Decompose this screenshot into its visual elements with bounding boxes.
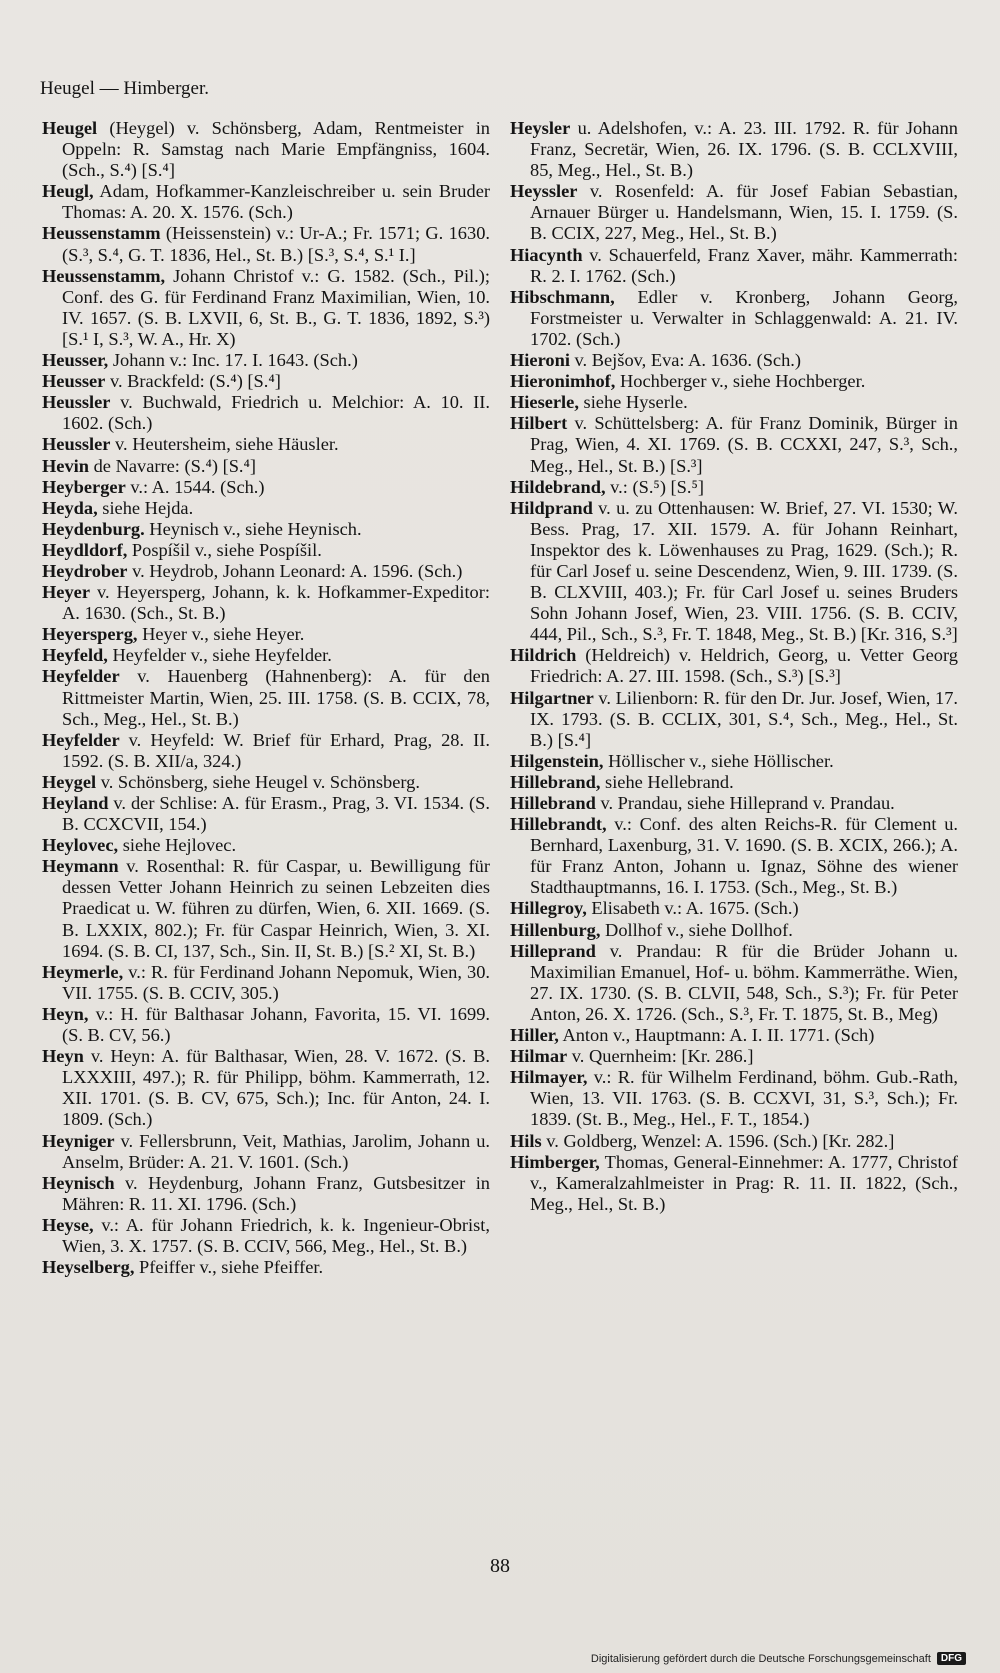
- index-entry: [42, 223, 490, 265]
- entry-text: v. Lilienborn: R. für den Dr. Jur. Josef, Wien, 17. IX. 1793. (S. B. CCLIX, 301, S.⁴, Sch., Meg., Hel., St. B.) [S.⁴]: [530, 687, 958, 750]
- index-entry: [510, 793, 958, 814]
- entry-headword: Heylovec,: [42, 835, 119, 856]
- entry-headword: Heymerle,: [42, 961, 124, 982]
- entry-headword: Heugl,: [42, 181, 94, 202]
- entry-headword: Heynisch: [42, 1172, 115, 1193]
- entry-headword: Hilgenstein,: [510, 750, 604, 771]
- index-entry: [42, 856, 490, 961]
- entry-text: v.: R. für Wilhelm Ferdinand, böhm. Gub.-Rath, Wien, 13. VII. 1763. (S. B. CCXVI, 31, S.³, Sch.); Fr. 1839. (St. B., Meg., Hel., F. T., 1854.): [530, 1067, 958, 1130]
- entry-text: v. Buchwald, Friedrich u. Melchior: A. 10. II. 1602. (Sch.): [62, 392, 490, 434]
- index-entry: [42, 1215, 490, 1257]
- entry-headword: Heydenburg.: [42, 518, 145, 539]
- index-entry: [510, 350, 958, 371]
- index-entry: [42, 730, 490, 772]
- entry-text: Höllischer v., siehe Höllischer.: [603, 750, 834, 771]
- entry-headword: Hiacynth: [510, 244, 583, 265]
- entry-text: v. Brackfeld: (S.⁴) [S.⁴]: [105, 371, 281, 392]
- index-entry: [510, 245, 958, 287]
- entry-text: v.: A. 1544. (Sch.): [125, 476, 265, 497]
- entry-text: v.: R. für Ferdinand Johann Nepomuk, Wien, 30. VII. 1755. (S. B. CCIV, 305.): [62, 961, 490, 1003]
- entry-text: siehe Hejda.: [97, 497, 194, 518]
- entry-text: v. Schauerfeld, Franz Xaver, mähr. Kammerrath: R. 2. I. 1762. (Sch.): [530, 244, 958, 286]
- index-entry: [42, 835, 490, 856]
- index-entry: [42, 962, 490, 1004]
- index-entry: [42, 350, 490, 371]
- index-entry: [42, 561, 490, 582]
- entry-text: (Heissenstein) v.: Ur-A.; Fr. 1571; G. 1630. (S.³, S.⁴, G. T. 1836, Hel., St. B.) [S.³, S.⁴, S.¹ I.]: [62, 223, 490, 265]
- entry-text: v. Bejšov, Eva: A. 1636. (Sch.): [569, 350, 802, 371]
- entry-text: Adam, Hofkammer-Kanzleischreiber u. sein Bruder Thomas: A. 20. X. 1576. (Sch.): [62, 181, 490, 223]
- entry-text: v. Hauenberg (Hahnenberg): A. für den Rittmeister Martin, Wien, 25. III. 1758. (S. B. CCIX, 78, Sch., Meg., Hel., St. B.): [62, 666, 490, 729]
- index-entry: [510, 1152, 958, 1215]
- entry-text: Johann v.: Inc. 17. I. 1643. (Sch.): [108, 350, 358, 371]
- entry-text: Heyfelder v., siehe Heyfelder.: [107, 645, 332, 666]
- entry-headword: Hieronimhof,: [510, 371, 616, 392]
- index-entry: [510, 413, 958, 476]
- entry-text: Thomas, General-Einnehmer: A. 1777, Christof v., Kameralzahlmeister in Prag: R. 11. II. 1822, (Sch., Meg., Hel., St. B.): [530, 1151, 958, 1214]
- entry-headword: Hillebrand,: [510, 771, 601, 792]
- index-entry: [510, 920, 958, 941]
- index-entry: [510, 898, 958, 919]
- entry-text: u. Adelshofen, v.: A. 23. III. 1792. R. für Johann Franz, Secretär, Wien, 26. IX. 1796. (S. B. CCLXVIII, 85, Meg., Hel., St. B.): [530, 118, 958, 181]
- entry-text: v. Heydrob, Johann Leonard: A. 1596. (Sch.): [127, 560, 463, 581]
- dfg-logo: DFG: [937, 1652, 966, 1665]
- entry-headword: Heussler: [42, 434, 111, 455]
- entry-text: de Navarre: (S.⁴) [S.⁴]: [89, 455, 257, 476]
- right-column: [510, 118, 958, 1215]
- entry-text: v. Schüttelsberg: A. für Franz Dominik, Bürger in Prag, Wien, 4. XI. 1769. (S. B. CCXXI, 247, S.³, Sch., Meg., Hel., St. B.) [S.³]: [530, 413, 958, 476]
- entry-headword: Hieroni: [510, 350, 570, 371]
- index-entry: [510, 371, 958, 392]
- index-entry: [42, 118, 490, 181]
- entry-text: Anton v., Hauptmann: A. I. II. 1771. (Sch): [558, 1025, 875, 1046]
- entry-headword: Heyfelder: [42, 666, 120, 687]
- entry-headword: Heygel: [42, 771, 97, 792]
- index-entry: [42, 519, 490, 540]
- entry-headword: Hieserle,: [510, 392, 579, 413]
- entry-headword: Heyniger: [42, 1130, 115, 1151]
- index-entry: [42, 181, 490, 223]
- entry-headword: Heydldorf,: [42, 539, 128, 560]
- index-entry: [510, 287, 958, 350]
- entry-headword: Hevin: [42, 455, 90, 476]
- index-entry: [42, 645, 490, 666]
- entry-text: Pospíšil v., siehe Pospíšil.: [127, 539, 322, 560]
- entry-headword: Hilleprand: [510, 940, 596, 961]
- entry-text: Johann Christof v.: G. 1582. (Sch., Pil.); Conf. des G. für Ferdinand Franz Maximilian, Wien, 10. IV. 1657. (S. B. LXVII, 6, St. B., G. T. 1836, 1892, S.³) [S.¹ I, S.³, W. A., Hr. X): [62, 265, 490, 349]
- entry-headword: Heussler: [42, 392, 111, 413]
- entry-headword: Hillenburg,: [510, 919, 601, 940]
- index-entry: [42, 582, 490, 624]
- index-entry: [42, 666, 490, 729]
- entry-headword: Hilgartner: [510, 687, 594, 708]
- entry-text: v. Rosenfeld: A. für Josef Fabian Sebastian, Arnauer Bürger u. Handelsmann, Wien, 15. I. 1759. (S. B. CCIX, 227, Meg., Hel., St. B.): [530, 181, 958, 244]
- entry-text: v. Heutersheim, siehe Häusler.: [110, 434, 339, 455]
- entry-headword: Hibschmann,: [510, 286, 615, 307]
- entry-text: Elisabeth v.: A. 1675. (Sch.): [586, 898, 799, 919]
- entry-headword: Heugel: [42, 118, 98, 138]
- index-entry: [42, 456, 490, 477]
- entry-headword: Heydrober: [42, 560, 128, 581]
- left-column: [42, 118, 490, 1278]
- index-entry: [510, 941, 958, 1025]
- entry-text: v. u. zu Ottenhausen: W. Brief, 27. VI. 1530; W. Bess. Prag, 17. XII. 1579. A. für Johann Reinhart, Inspektor des k. Löwenhauses zu Prag, 1629. (Sch.); R. für Carl Josef u. seine Descendenz, Wien, 9. III. 1739. (S. B. CLXVIII, 403.); Fr. für Carl Josef u. seines Bruders Sohn Johann Josef, Wien, 23. VIII. 1756. (S. B. CCIV, 444, Pil., Sch., S.³, Fr. T. 1848, Meg., St. B.) [Kr. 316, S.³]: [530, 497, 958, 645]
- index-entry: [510, 392, 958, 413]
- entry-text: v. Fellersbrunn, Veit, Mathias, Jarolim, Johann u. Anselm, Brüder: A. 21. V. 1601. (Sch.): [62, 1130, 490, 1172]
- entry-headword: Hildprand: [510, 497, 593, 518]
- entry-headword: Hils: [510, 1130, 542, 1151]
- entry-text: Edler v. Kronberg, Johann Georg, Forstmeister u. Verwalter in Schlaggenwald: A. 21. IV. 1702. (Sch.): [530, 286, 958, 349]
- entry-headword: Hillegroy,: [510, 898, 587, 919]
- entry-headword: Heyland: [42, 793, 109, 813]
- entry-headword: Heyfeld,: [42, 645, 108, 666]
- entry-text: v. Prandau, siehe Hilleprand v. Prandau.: [595, 793, 895, 813]
- entry-headword: Heusser,: [42, 350, 109, 371]
- entry-headword: Heussenstamm,: [42, 265, 166, 286]
- entry-headword: Hiller,: [510, 1025, 559, 1046]
- entry-text: v.: A. für Johann Friedrich, k. k. Ingenieur-Obrist, Wien, 3. X. 1757. (S. B. CCIV, 566, Meg., Hel., St. B.): [62, 1214, 490, 1256]
- entry-headword: Heymann: [42, 856, 119, 877]
- index-entry: [42, 793, 490, 835]
- entry-headword: Heyn,: [42, 1003, 89, 1024]
- index-entry: [510, 498, 958, 646]
- index-entry: [42, 392, 490, 434]
- entry-text: siehe Hejlovec.: [118, 835, 237, 856]
- entry-text: v. Goldberg, Wenzel: A. 1596. (Sch.) [Kr. 282.]: [541, 1130, 895, 1151]
- index-entry: [510, 688, 958, 751]
- entry-text: (Heldreich) v. Heldrich, Georg, u. Vetter Georg Friedrich: A. 27. III. 1598. (Sch., S.³) [S.³]: [530, 645, 958, 687]
- entry-text: Heyer v., siehe Heyer.: [137, 624, 305, 645]
- entry-text: v. Rosenthal: R. für Caspar, u. Bewilligung für dessen Vetter Johann Heinrich zu seinen Lebzeiten dies Praedicat u. W. führen zu dürfen, Wien, 6. XII. 1669. (S. B. LXXIX, 802.); Fr. für Caspar Heinrich, Wien, 3. XI. 1694. (S. B. CI, 137, Sch., Sin. II, St. B.) [S.² XI, St. B.): [62, 856, 490, 961]
- index-entry: [510, 1131, 958, 1152]
- index-entry: [510, 1067, 958, 1130]
- entry-text: v. Heydenburg, Johann Franz, Gutsbesitzer in Mähren: R. 11. XI. 1796. (Sch.): [62, 1172, 490, 1214]
- index-entry: [510, 751, 958, 772]
- entry-text: v.: Conf. des alten Reichs-R. für Clement u. Bernhard, Laxenburg, 31. V. 1690. (S. B. XCIX, 266.); A. für Franz Anton, Johann u. Ignaz, Söhne des wiener Stadthauptmanns, 16. I. 1753. (Sch., Meg., St. B.): [530, 814, 958, 898]
- entry-headword: Heyer: [42, 582, 90, 603]
- entry-headword: Hilbert: [510, 413, 568, 434]
- digitization-credit: [591, 1652, 966, 1665]
- entry-headword: Heyselberg,: [42, 1257, 135, 1278]
- index-entry: [510, 477, 958, 498]
- index-entry: [42, 540, 490, 561]
- index-entry: [42, 266, 490, 350]
- entry-headword: Hildebrand,: [510, 476, 606, 497]
- entry-headword: Heyberger: [42, 476, 126, 497]
- index-entry: [42, 624, 490, 645]
- entry-text: v.: H. für Balthasar Johann, Favorita, 15. VI. 1699. (S. B. CV, 56.): [62, 1003, 490, 1046]
- entry-text: Heynisch v., siehe Heynisch.: [144, 518, 362, 539]
- entry-text: v. Prandau: R für die Brüder Johann u. Maximilian Emanuel, Hof- u. böhm. Kammerräthe. Wien, 27. IX. 1730. (S. B. CLVII, 548, Sch., S.³); Fr. für Peter Anton, 26. X. 1726. (Sch., S.³, Fr. T. 1875, St. B., Meg): [530, 940, 958, 1024]
- page-number: 88: [490, 1555, 510, 1577]
- entry-headword: Hillebrandt,: [510, 814, 607, 835]
- entry-text: Pfeiffer v., siehe Pfeiffer.: [134, 1257, 324, 1278]
- entry-headword: Heusser: [42, 371, 106, 392]
- index-entry: [42, 1004, 490, 1046]
- entry-text: v. Heyersperg, Johann, k. k. Hofkammer-Expeditor: A. 1630. (Sch., St. B.): [62, 582, 490, 624]
- entry-text: v.: (S.⁵) [S.⁵]: [605, 476, 705, 497]
- credit-text: Digitalisierung gefördert durch die Deutsche Forschungsgemeinschaft: [590, 1652, 931, 1665]
- index-entry: [42, 1173, 490, 1215]
- entry-text: Dollhof v., siehe Dollhof.: [600, 919, 793, 940]
- index-entry: [510, 1046, 958, 1067]
- index-entry: [42, 772, 490, 793]
- entry-text: v. Heyfeld: W. Brief für Erhard, Prag, 28. II. 1592. (S. B. XII/a, 324.): [62, 729, 490, 771]
- entry-headword: Heyse,: [42, 1214, 94, 1235]
- entry-text: v. Quernheim: [Kr. 286.]: [567, 1046, 754, 1067]
- index-entry: [510, 181, 958, 244]
- index-entry: [42, 477, 490, 498]
- entry-headword: Heyersperg,: [42, 624, 138, 645]
- entry-headword: Hilmayer,: [510, 1067, 588, 1088]
- index-entry: [510, 645, 958, 687]
- entry-text: (Heygel) v. Schönsberg, Adam, Rentmeister in Oppeln: R. Samstag nach Marie Empfängniss, 1604. (Sch., S.⁴) [S.⁴]: [62, 118, 490, 181]
- entry-headword: Heyn: [42, 1046, 84, 1067]
- entry-text: siehe Hyserle.: [578, 392, 688, 413]
- entry-headword: Heussenstamm: [42, 223, 161, 244]
- entry-headword: Heyssler: [510, 181, 578, 202]
- entry-text: v. der Schlise: A. für Erasm., Prag, 3. VI. 1534. (S. B. CCXCVII, 154.): [62, 793, 490, 835]
- entry-headword: Heyda,: [42, 497, 98, 518]
- entry-headword: Heyfelder: [42, 729, 120, 750]
- index-entry: [42, 1257, 490, 1278]
- index-entry: [42, 371, 490, 392]
- index-entry: [42, 498, 490, 519]
- entry-headword: Hilmar: [510, 1046, 568, 1067]
- index-entry: [510, 814, 958, 898]
- index-entry: [42, 1131, 490, 1173]
- index-entry: [510, 772, 958, 793]
- index-entry: [42, 1046, 490, 1130]
- entry-headword: Hildrich: [510, 645, 577, 666]
- index-entry: [510, 1025, 958, 1046]
- entry-headword: Hillebrand: [510, 793, 596, 813]
- entry-text: v. Heyn: A. für Balthasar, Wien, 28. V. 1672. (S. B. LXXXIII, 497.); R. für Philipp, böhm. Kammerrath, 12. XII. 1701. (S. B. CV, 675, Sch.); Inc. für Anton, 24. I. 1809. (Sch.): [62, 1046, 490, 1130]
- index-entry: [510, 118, 958, 181]
- entry-text: v. Schönsberg, siehe Heugel v. Schönsberg.: [96, 771, 420, 792]
- entry-headword: Heysler: [510, 118, 571, 138]
- index-entry: [42, 434, 490, 455]
- entry-headword: Himberger,: [510, 1151, 600, 1172]
- entry-text: Hochberger v., siehe Hochberger.: [615, 371, 866, 392]
- entry-text: siehe Hellebrand.: [600, 771, 734, 792]
- running-header: Heugel — Himberger.: [40, 78, 210, 99]
